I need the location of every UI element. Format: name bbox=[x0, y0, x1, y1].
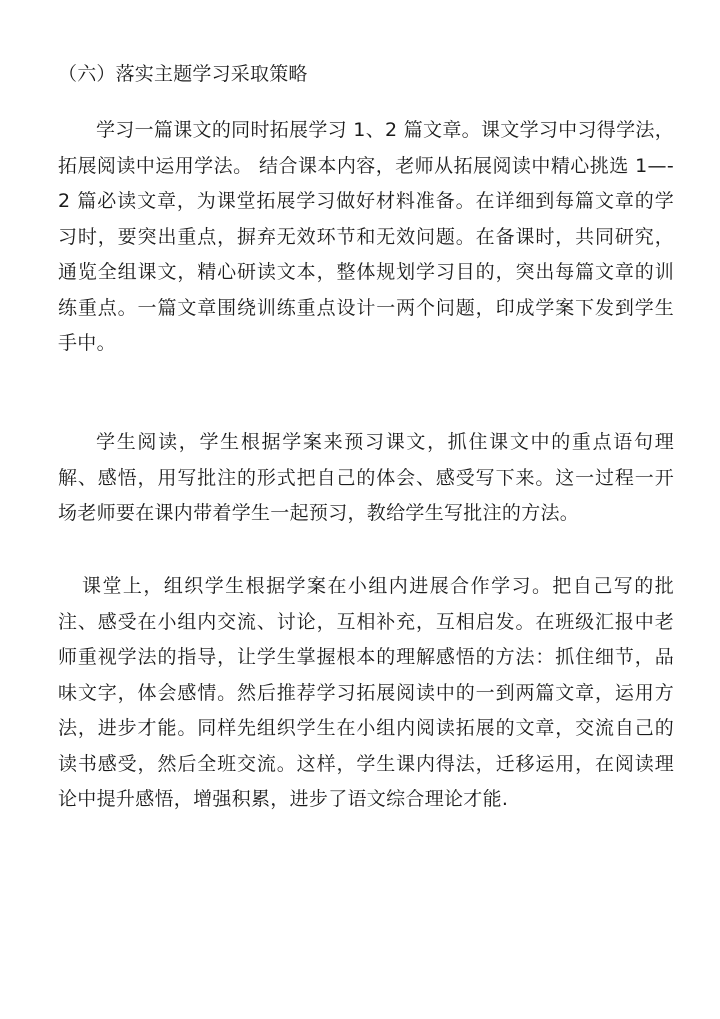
section-heading: （六）落实主题学习采取策略 bbox=[58, 63, 308, 85]
paragraph-1: 学习一篇课文的同时拓展学习 1、2 篇文章。课文学习中习得学法，拓展阅读中运用学法。 结合课本内容，老师从拓展阅读中精心挑选 1—-2 篇必读文章，为课堂拓展学习做好材料准备。在详细到每篇文章的学习时，要突出重点，摒弃无效环节和无效问题。在备课时，共同研究，通览全组课文，精心研读文本，整体规划学习目的，突出每篇文章的训练重点。一篇文章围绕训练重点设计一两个问题，印成学案下发到学生手中。 bbox=[58, 119, 674, 354]
paragraph-3: 课堂上，组织学生根据学案在小组内进展合作学习。把自己写的批注、感受在小组内交流、讨论，互相补充，互相启发。在班级汇报中老师重视学法的指导，让学生掌握根本的理解感悟的方法：抓住细节，品味文字，体会感情。然后推荐学习拓展阅读中的一到两篇文章，运用方法，进步才能。同样先组织学生在小组内阅读拓展的文章，交流自己的读书感受，然后全班交流。这样，学生课内得法，迁移运用，在阅读理论中提升感悟，增强积累，进步了语文综合理论才能. bbox=[58, 575, 674, 810]
paragraph-2: 学生阅读，学生根据学案来预习课文，抓住课文中的重点语句理解、感悟，用写批注的形式把自己的体会、感受写下来。这一过程一开场老师要在课内带着学生一起预习，教给学生写批注的方法。 bbox=[58, 431, 674, 524]
